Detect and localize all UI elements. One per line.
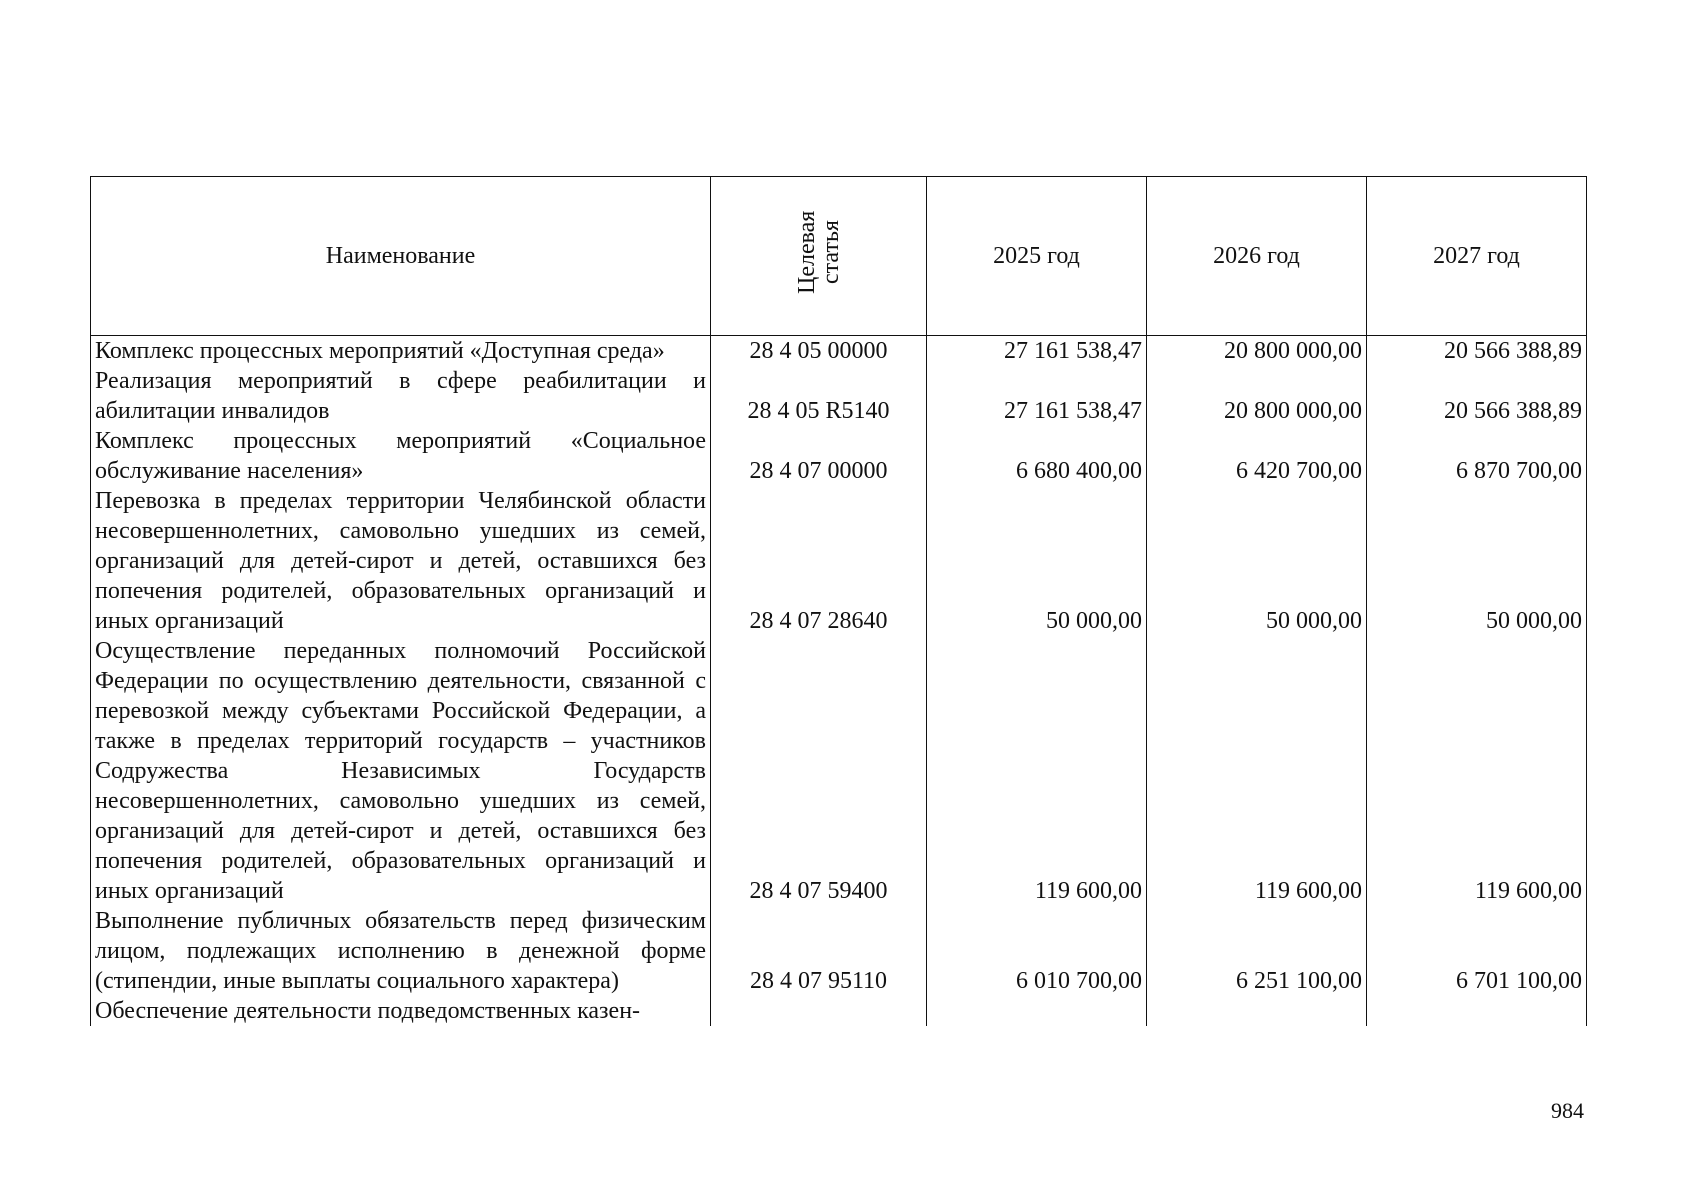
header-code-text: Целевая статья <box>793 210 844 294</box>
row-value-2027: 20 566 388,89 <box>1367 366 1587 426</box>
row-value-2027 <box>1367 996 1587 1026</box>
row-code: 28 4 07 95110 <box>711 906 927 996</box>
row-value-2026: 6 420 700,00 <box>1147 426 1367 486</box>
header-2027: 2027 год <box>1367 177 1587 336</box>
row-value-2026: 50 000,00 <box>1147 486 1367 636</box>
budget-table <box>90 176 1587 1026</box>
row-value-2025: 119 600,00 <box>927 636 1147 906</box>
row-value-2025: 27 161 538,47 <box>927 336 1147 367</box>
row-value-2026 <box>1147 996 1367 1026</box>
row-value-2027: 20 566 388,89 <box>1367 336 1587 367</box>
row-value-2025: 6 680 400,00 <box>927 426 1147 486</box>
row-code <box>711 996 927 1026</box>
row-value-2027: 50 000,00 <box>1367 486 1587 636</box>
row-value-2026: 119 600,00 <box>1147 636 1367 906</box>
row-value-2025 <box>927 996 1147 1026</box>
row-name: Выполнение публичных обязательств перед физическим лицом, подлежащих исполнению в денежной форме (стипендии, иные выплаты социального характера) <box>91 906 711 996</box>
row-value-2027: 6 870 700,00 <box>1367 426 1587 486</box>
row-name: Перевозка в пределах территории Челябинской области несовершеннолетних, самовольно ушедших из семей, организаций для детей-сирот и детей, оставшихся без попечения родителей, образовательных организаций и иных организаций <box>91 486 711 636</box>
row-value-2027: 6 701 100,00 <box>1367 906 1587 996</box>
row-value-2026: 20 800 000,00 <box>1147 336 1367 367</box>
row-value-2027: 119 600,00 <box>1367 636 1587 906</box>
header-2025: 2025 год <box>927 177 1147 336</box>
table-row <box>91 906 1587 996</box>
row-name: Комплекс процессных мероприятий «Доступная среда» <box>91 336 711 367</box>
row-name: Обеспечение деятельности подведомственных казен- <box>91 996 711 1026</box>
row-value-2026: 6 251 100,00 <box>1147 906 1367 996</box>
header-code <box>711 177 927 336</box>
table-row <box>91 636 1587 906</box>
row-value-2025: 50 000,00 <box>927 486 1147 636</box>
header-2026: 2026 год <box>1147 177 1367 336</box>
header-row <box>91 177 1587 336</box>
table-row <box>91 366 1587 426</box>
row-value-2025: 27 161 538,47 <box>927 366 1147 426</box>
table-row <box>91 996 1587 1026</box>
row-name: Комплекс процессных мероприятий «Социальное обслуживание населения» <box>91 426 711 486</box>
row-code: 28 4 05 00000 <box>711 336 927 367</box>
table-row <box>91 486 1587 636</box>
row-value-2025: 6 010 700,00 <box>927 906 1147 996</box>
table-row <box>91 426 1587 486</box>
row-value-2026: 20 800 000,00 <box>1147 366 1367 426</box>
page-number: 984 <box>1551 1098 1584 1123</box>
row-code: 28 4 07 28640 <box>711 486 927 636</box>
row-name: Осуществление переданных полномочий Российской Федерации по осуществлению деятельности, связанной с перевозкой между субъектами Российской Федерации, а также в пределах территорий государств – участников Содружества Независимых Государств несовершеннолетних, самовольно ушедших из семей, организаций для детей-сирот и детей, оставшихся без попечения родителей, образовательных организаций и иных организаций <box>91 636 711 906</box>
row-code: 28 4 05 R5140 <box>711 366 927 426</box>
header-name: Наименование <box>91 177 711 336</box>
row-code: 28 4 07 59400 <box>711 636 927 906</box>
table-row <box>91 336 1587 367</box>
row-name: Реализация мероприятий в сфере реабилитации и абилитации инвалидов <box>91 366 711 426</box>
row-code: 28 4 07 00000 <box>711 426 927 486</box>
